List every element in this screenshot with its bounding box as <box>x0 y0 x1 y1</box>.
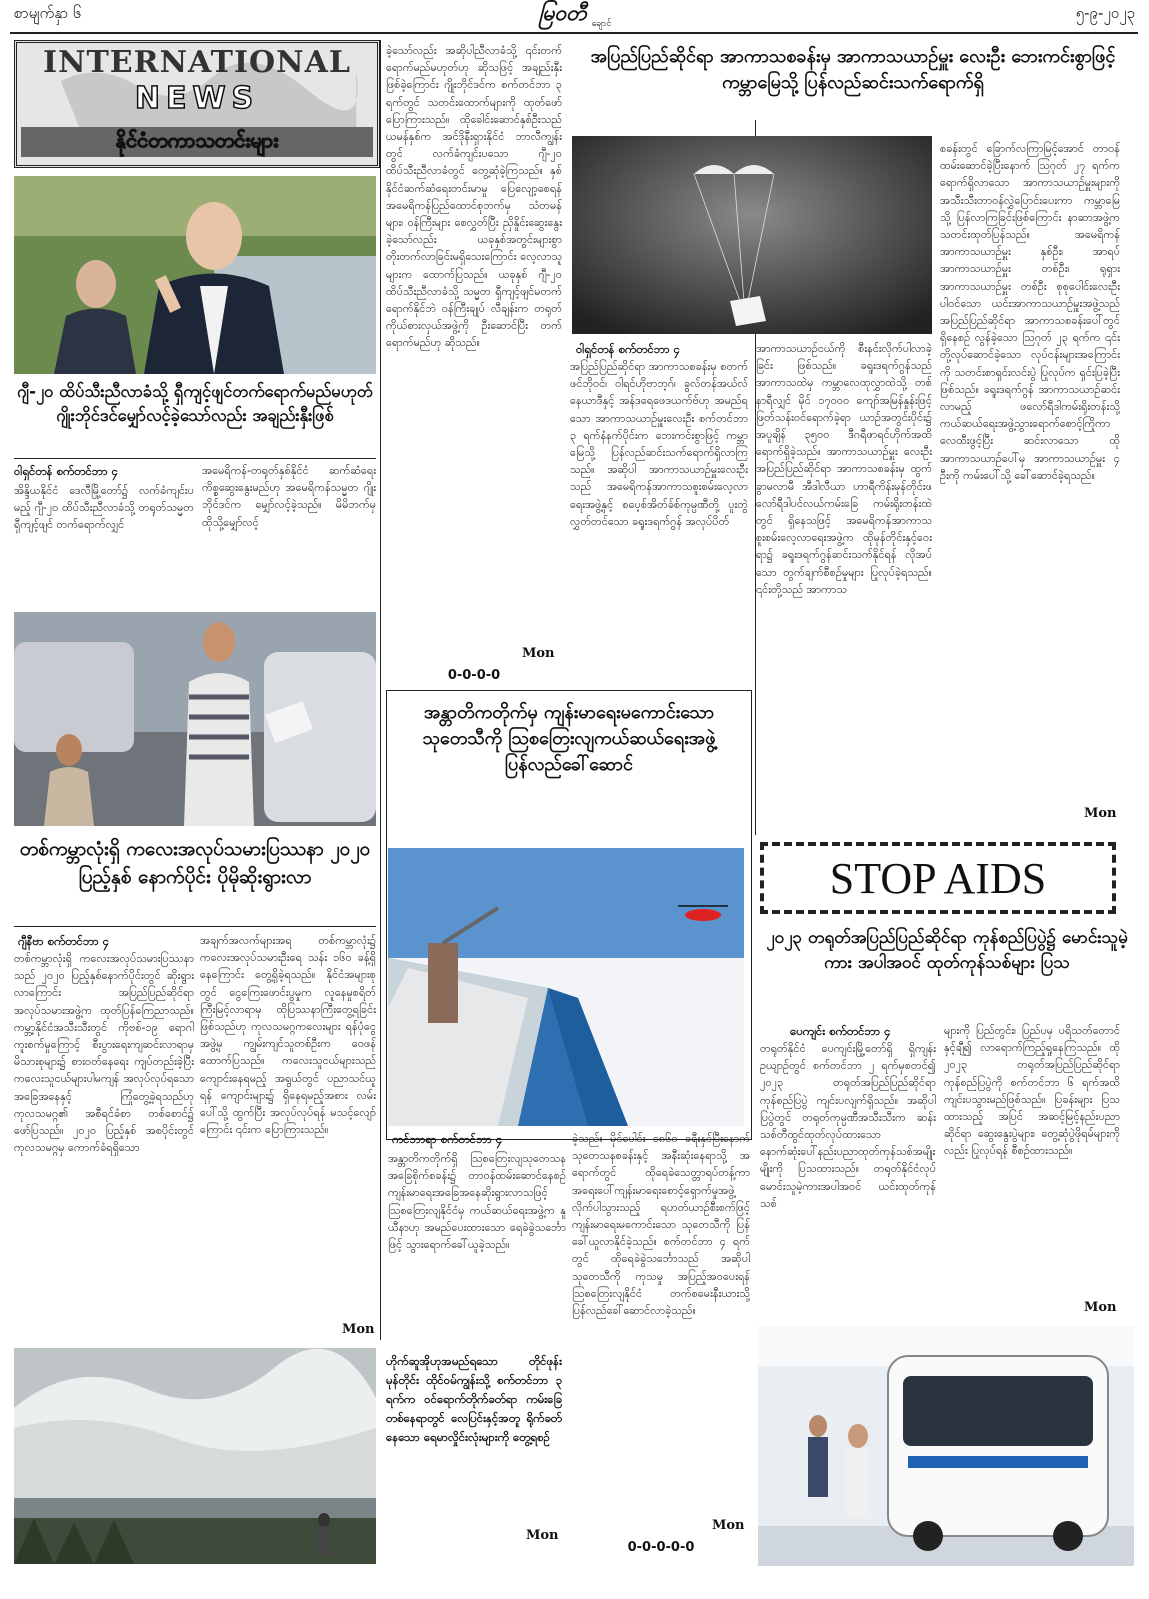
child-labour-col2: အချက်အလက်များအရ တစ်ကမ္ဘာလုံး၌ ကလေးအလုပ်သမားဦးရေ သန်း ၁၆၀ ခန့်ရှိနေကြောင်း တွေ့ရှိခဲ့ရသည်။ နိုင်ငံအများစုတွင် ငွေကြေးဖောင်းပွမှုက လူနေမှုစရိတ်ကြီးမြင့်လာရာမှ ထိုပြဿနာကြီးတွေ့ရခြင်းဖြစ်သည်ဟု ကုလသမဂ္ဂကလေးများ ရန်ပုံငွေအဖွဲ့မှ ကျွမ်းကျင်သူတစ်ဦးက ဝေဖန်ထောက်ပြသည်။ ကလေးသူငယ်များသည် ကျောင်းနေရမည့် အရွယ်တွင် ပညာသင်ယူရန် ကျောင်းများ၌ ရှိနေရမည့်အစား လမ်းပေါ်သို့ ထွက်ပြီး အလုပ်လုပ်ရန် မသင့်လျော်ကြောင်း ၎င်းက ပြောကြားသည်။ <box>200 934 376 1137</box>
child-labour-headline: တစ်ကမ္ဘာလုံးရှိ ကလေးအလုပ်သမားပြဿနာ ၂၀၂၀ ပြည့်နှစ် နောက်ပိုင်း ပိုမိုဆိုးရွားလာ <box>19 838 371 888</box>
capsule-byline: ဝါရှင်တန် စက်တင်ဘာ ၄ <box>576 342 681 356</box>
child-labour-photo <box>14 612 376 826</box>
capsule-signature: Mon <box>1084 806 1117 821</box>
capsule-col3: စခန်းတွင် ခြောက်လကြာမြင့်အောင် တာဝန်ထမ်းဆောင်ခဲ့ပြီးနောက် ဩဂုတ် ၂၇ ရက်က ရောက်ရှိလာသော အာကာသယာဉ်မှူးများကို အသီးသီးတာဝန်လွှဲပြောင်းပေးကာ ကမ္ဘာမြေသို့ ပြန်လာကြခြင်းဖြစ်ကြောင်း နာဆာအဖွဲ့က သတင်းထုတ်ပြန်သည်။ အမေရိကန်အာကာသယာဉ်မှူး နှစ်ဦး၊ အာရပ်အာကာသယာဉ်မှူး တစ်ဦး၊ ရုရှားအာကာသယာဉ်မှူး တစ်ဦး စုစုပေါင်းလေးဦး ပါဝင်သော ယင်းအာကာသယာဉ်မှူးအဖွဲ့သည် အပြည်ပြည်ဆိုင်ရာ အာကာသစခန်းပေါ်တွင် ရှိနေစဉ် လွန်ခဲ့သော ဩဂုတ် ၂၃ ရက်က ၎င်းတို့လုပ်ဆောင်ခဲ့သော လုပ်ငန်းများအကြောင်းကို သတင်းစာရှင်းလင်းပွဲ ပြုလုပ်က ရှင်းပြခဲ့ပြီး ဖြစ်သည်။ ခရူးဒရက်ဂွန် အာကာသယာဉ်ဆင်းလာမည့် ဖလော်ရီဒါကမ်းရိုးတန်းသို့ ကယ်ဆယ်ရေးအဖွဲ့သွားရောက်စောင့်ကြိုကာ လေထီးဖွင့်ပြီး ဆင်းလာသော ထိုအာကာသယာဉ်ပေါ်မှ အာကာသယာဉ်မှူး ၄ ဦးကို ကမ်းပေါ်သို့ ခေါ်ဆောင်ခဲ့ရသည်။ <box>940 142 1120 482</box>
international-news-banner <box>14 40 380 168</box>
divider-one: 0-0-0-0 <box>447 668 501 683</box>
header-rule <box>10 32 1138 34</box>
typhoon-photo <box>14 1348 376 1564</box>
biden-headline: ဂျီ-၂၀ ထိပ်သီးညီလာခံသို့ ရှီကျင့်ဖျင်တက်ရောက်မည်မဟုတ် ဂျိုးဘိုင်ဒင်မျှော်လင့်ခဲ့သော်လည်း အချည်းနှီးဖြစ် <box>17 382 373 425</box>
expo-byline: ပေကျင်း စက်တင်ဘာ ၄ <box>790 1024 891 1038</box>
capsule-photo <box>572 136 932 334</box>
stop-aids-text: STOP AIDS <box>829 853 1047 903</box>
typhoon-caption: ဟိုက်ဆူအိုဟုအမည်ရသော တိုင်ဖုန်းမုန်တိုင်း ထိုင်ဝမ်ကျွန်းသို့ စက်တင်ဘာ ၃ ရက်က ဝင်ရောက်တိုက်ခတ်ရာ ကမ်းခြေတစ်နေရာတွင် လေပြင်းနှင့်အတူ ရိုက်ခတ်နေသော ရေမာလှိုင်းလုံးများကို တွေ့ရစဉ် <box>386 1354 562 1444</box>
child-labour-signature: Mon <box>342 1322 375 1337</box>
antarctic-signature: Mon <box>712 1518 745 1533</box>
biden-col1: အိန္ဒိယနိုင်ငံ ဒေလီမြို့တော်၌ လက်ခံကျင်းပမည့် ဂျီ-၂၀ ထိပ်သီးညီလာခံသို့ တရုတ်သမ္မတ ရှီကျင့်ဖျင် တက်ရောက်လျှင် <box>14 484 194 532</box>
antarctic-col1: အန္တာတိကတိုက်ရှိ ဩစတြေးလျသုတေသန အခြေစိုက်စခန်း၌ တာဝန်ထမ်းဆောင်နေစဉ် ကျန်းမာရေးအခြေအနေဆိုးရွားလာသဖြင့် ဩစတြေးလျနိုင်ငံမှ ကယ်ဆယ်ရေးအဖွဲ့က နူယီနာဟု အမည်ပေးထားသော ရေခဲခွဲသင်္ဘောဖြင့် သွားရောက်ခေါ်ယူခဲ့သည်။ <box>388 1152 566 1252</box>
antarctic-byline: ကင်ဘာရာ စက်တင်ဘာ ၄ <box>392 1132 503 1146</box>
capsule-col2: အာကာသယာဉ်ငယ်ကို စီးနင်းလိုက်ပါလာခဲ့ခြင်း ဖြစ်သည်။ ခရူးဒရက်ဂွန်သည် အာကာသထဲမှ ကမ္ဘာလေထုလွှာထဲသို့ တစ်နာရီလျှင် မိုင် ၁၇၀၀၀ ကျော်အမြန်နှုန်းဖြင့် ဖြတ်သန်းဝင်ရောက်ခဲ့ရာ ယာဉ်အတွင်းပိုင်း၌ အပူချိန် ၃၅၀၀ ဒီဂရီဖာရင်ဟိုက်အထိ ရောက်ရှိခဲ့သည်။ အာကာသယာဉ်မှူး လေးဦး အပြည်ပြည်ဆိုင်ရာ အာကာသစခန်းမှ ထွက်ခွာမလာမီ အီဒါလီယာ ဟာရီကိန်းမုန်တိုင်းဖလော်ရီဒါပင်လယ်ကမ်းခြေ ကမ်းရိုးတန်းထဲတွင် ရှိနေသဖြင့် အမေရိကန်အာကာသစူးစမ်းလေ့လာရေးအဖွဲ့က ထိုမုန်တိုင်းနှင့်ဝေးရာ၌ ခရူးဒရက်ဂွန်ဆင်းသက်နိုင်ရန် လိုအပ်သော တွက်ချက်စီစဉ်မှုများ ပြုလုပ်ခဲ့ရသည်။ ၎င်းတို့သည် အာကာသ <box>756 342 932 596</box>
child-labour-byline: ဂျီနီဗာ စက်တင်ဘာ ၄ <box>18 934 110 948</box>
banner-title: INTERNATIONAL <box>43 45 351 80</box>
banner-news: NEWS <box>134 81 260 116</box>
biden-col3: ခဲ့သော်လည်း အဆိုပါညီလာခံသို့ ၎င်းတက်ရောက်မည်မဟုတ်ဟု ဆိုသဖြင့် အချည်းနှီးဖြစ်ခဲ့ကြောင်း ဂျိုးဘိုင်ဒင်က စက်တင်ဘာ ၃ ရက်တွင် သတင်းထောက်များကို ထုတ်ဖော်ပြောကြားသည်။ ထိုခေါင်းဆောင်နှစ်ဦးသည် ယမန်နှစ်က အင်ဒိုနီးရှားနိုင်ငံ ဘာလီကျွန်းတွင် လက်ခံကျင်းပသော ဂျီ-၂၀ ထိပ်သီးညီလာခံတွင် တွေ့ဆုံခဲ့ကြသည်။ နှစ်နိုင်ငံဆက်ဆံရေးတင်းမာမှု ပြေလျော့စေရန် အမေရိကန်ပြည်ထောင်စုဘက်မှ သံတမန်များ၊ ဝန်ကြီးများ စေလွှတ်ပြီး ညှိနှိုင်းဆွေးနွေးခဲ့သော်လည်း ယခုနှစ်အတွင်းများစွာ တိုးတက်လာခြင်းမရှိသေးကြောင်း လေ့လာသူများက ထောက်ပြသည်။ ယခုနှစ် ဂျီ-၂၀ ထိပ်သီးညီလာခံသို့ သမ္မတ ရှီကျင့်ဖျင်မတက်ရောက်နိုင်ဘဲ ဝန်ကြီးချုပ် လီချန်းက တရုတ်ကိုယ်စားလှယ်အဖွဲ့ကို ဦးဆောင်ပြီး တက်ရောက်မည်ဟု ဆိုသည်။ <box>386 44 562 350</box>
page-date: ၅-၉-၂၀၂၃ <box>1075 4 1135 22</box>
biden-byline: ဝါရှင်တန် စက်တင်ဘာ ၄ <box>14 464 119 478</box>
typhoon-signature: Mon <box>526 1528 559 1543</box>
antarctic-headline: အန္တာတိကတိုက်မှ ကျန်းမာရေးမကောင်းသော သုတေသီကို ဩစတြေးလျကယ်ဆယ်ရေးအဖွဲ့ ပြန်လည်ခေါ်ဆောင် <box>422 702 716 776</box>
divider-two: 0-0-0-0-0 <box>627 1540 695 1555</box>
expo-col2: များကို ပြည်တွင်း၊ ပြည်ပမှ ပရိသတ်တောင်နှင့်ချီ၍ လာရောက်ကြည့်ရှုနေကြသည်။ ထို ၂၀၂၃ တရုတ်အပြည်ပြည်ဆိုင်ရာ ကုန်စည်ပြပွဲကို စက်တင်ဘာ ၆ ရက်အထိ ကျင်းပသွားမည်ဖြစ်သည်။ ပြခန်းများ ပြသထားသည့် အပြင် အဆင့်မြင့်နည်းပညာဆိုင်ရာ ဆွေးနွေးပွဲများ၊ တွေ့ဆုံပွဲဖိုရမ်များကိုလည်း ပြုလုပ်ရန် စီစဉ်ထားသည်။ <box>944 1024 1120 1158</box>
expo-col1: တရုတ်နိုင်ငံ ပေကျင်းမြို့တော်ရှိ ရှိကျန်းဥယျာဉ်တွင် စက်တင်ဘာ ၂ ရက်မှစတင်၍ ၂၀၂၃ တရုတ်အပြည်ပြည်ဆိုင်ရာ ကုန်စည်ပြပွဲ ကျင်းပလျက်ရှိသည်။ အဆိုပါပြပွဲတွင် တရုတ်ကုမ္ပဏီအသီးသီးက ဆန်းသစ်တီထွင်ထုတ်လုပ်ထားသော နောက်ဆုံးပေါ်နည်းပညာထုတ်ကုန်သစ်အမျိုးမျိုးကို ပြသထားသည်။ တရုတ်နိုင်ငံလုပ် မောင်းသူမဲ့ကားအပါအဝင် ယင်းထုတ်ကုန်သစ် <box>760 1042 936 1210</box>
biden-photo <box>14 176 376 374</box>
capsule-col1: အပြည်ပြည်ဆိုင်ရာ အာကာသစခန်းမှ စတက်ဖင်ဘိုဝင်၊ ဝါရင်ဟိုဗာဘ့ဂ်၊ ခွလ်တန်အယ်လ်နေယာဒီနှင့် အန်ဒရေဖေဒယက်ဗ်ဟု အမည်ရသော အာကာသယာဉ်မှူးလေးဦး စက်တင်ဘာ ၃ ရက်နံနက်ပိုင်းက ဘေးကင်းစွာဖြင့် ကမ္ဘာမြေသို့ ပြန်လည်ဆင်းသက်ရောက်ရှိလာကြသည်။ အဆိုပါ အာကာသယာဉ်မှူးလေးဦးသည် အမေရိကန်အာကာသစူးစမ်းလေ့လာရေးအဖွဲ့နှင့် စပေ့စ်အိတ်ခ်စ်ကုမ္ပဏီတို့ ပူးတွဲလွှတ်တင်သော ခရူးဒရက်ဂွန် အလုပ်ပိတ် <box>570 360 748 528</box>
child-labour-col1: တစ်ကမ္ဘာလုံးရှိ ကလေးအလုပ်သမားပြဿနာသည် ၂၀၂၀ ပြည့်နှစ်နောက်ပိုင်းတွင် ဆိုးရွားလာကြောင်း အပြည်ပြည်ဆိုင်ရာ အလုပ်သမားအဖွဲ့က ထုတ်ပြန်ကြေညာသည်။ ကမ္ဘာ့နိုင်ငံအသီးသီးတွင် ကိုဗစ်-၁၉ ရောဂါ ကူးစက်မှုကြောင့် စီးပွားရေးကျဆင်းလာရာမှ မိသားစုများ၌ စားဝတ်နေရေး ကျပ်တည်းခဲ့ပြီး ကလေးသူငယ်များပါမကျန် အလုပ်လုပ်ရသော အခြေအနေနှင့် ကြုံတွေ့ခဲ့ရသည်ဟု ကုလသမဂ္ဂ၏ အစီရင်ခံစာ တစ်စောင်၌ ဖော်ပြသည်။ ၂၀၂၀ ပြည့်နှစ် အစပိုင်းတွင် ကုလသမဂ္ဂမှ ကောက်ခံရရှိသော <box>14 952 194 1155</box>
stop-aids-box <box>760 842 1116 914</box>
expo-headline: ၂၀၂၃ တရုတ်အပြည်ပြည်ဆိုင်ရာ ကုန်စည်ပြပွဲ၌ မောင်းသူမဲ့ကား အပါအဝင် ထုတ်ကုန်သစ်များ ပြသ <box>766 928 1128 973</box>
icebreaker-photo <box>388 848 744 1126</box>
page-number: စာမျက်နှာ ၆ <box>14 4 82 22</box>
expo-signature: Mon <box>1084 1300 1117 1315</box>
driverless-bus-photo <box>758 1326 1134 1566</box>
biden-signature: Mon <box>522 646 555 661</box>
biden-col2: အမေရိကန်-တရုတ်နှစ်နိုင်ငံ ဆက်ဆံရေးကိစ္စဆွေးနွေးမည်ဟု အမေရိကန်သမ္မတ ဂျိုးဘိုင်ဒင်က မျှော်လင့်ခဲ့သည်။ မိမိဘက်မှ ထိုသို့မျှော်လင့် <box>202 464 376 529</box>
capsule-headline: အပြည်ပြည်ဆိုင်ရာ အာကာသစခန်းမှ အာကာသယာဉ်မှူး လေးဦး ဘေးကင်းစွာဖြင့် ကမ္ဘာမြေသို့ ပြန်လည်ဆင်းသက်ရောက်ရှိ <box>590 46 1116 94</box>
banner-subtitle: နိုင်ငံတကာသတင်းများ <box>21 127 373 157</box>
masthead-logo: မြဝတီ ချောင် <box>538 1 612 29</box>
antarctic-col2: ခဲ့သည်။ မိုင်ပေါင်း ၁၈၆၀ ခရီးနှင်ပြီးနောက် သုတေသနစခန်းနှင့် အနီးဆုံးနေရာသို့ အရောက်တွင် ထိုရေခဲသေတ္တာရပ်တန့်ကာ အရေးပေါ်ကျန်းမာရေးစောင့်ရှောက်မှုအဖွဲ့လိုက်ပါသွားသည့် ရဟတ်ယာဉ်စီးစက်ဖြင့် ကျန်းမာရေးမကောင်းသော သုတေသီကို ပြန်ခေါ်ယူလာနိုင်ခဲ့သည်။ စက်တင်ဘာ ၄ ရက်တွင် ထိုရေခဲခွဲသင်္ဘောသည် အဆိုပါသုတေသီကို ကုသမှု အပြည့်အဝပေးရန် ဩစတြေးလျနိုင်ငံ တက်စမေးနီးယားသို့ ပြန်လည်ခေါ်ဆောင်လာခဲ့သည်။ <box>572 1132 750 1318</box>
